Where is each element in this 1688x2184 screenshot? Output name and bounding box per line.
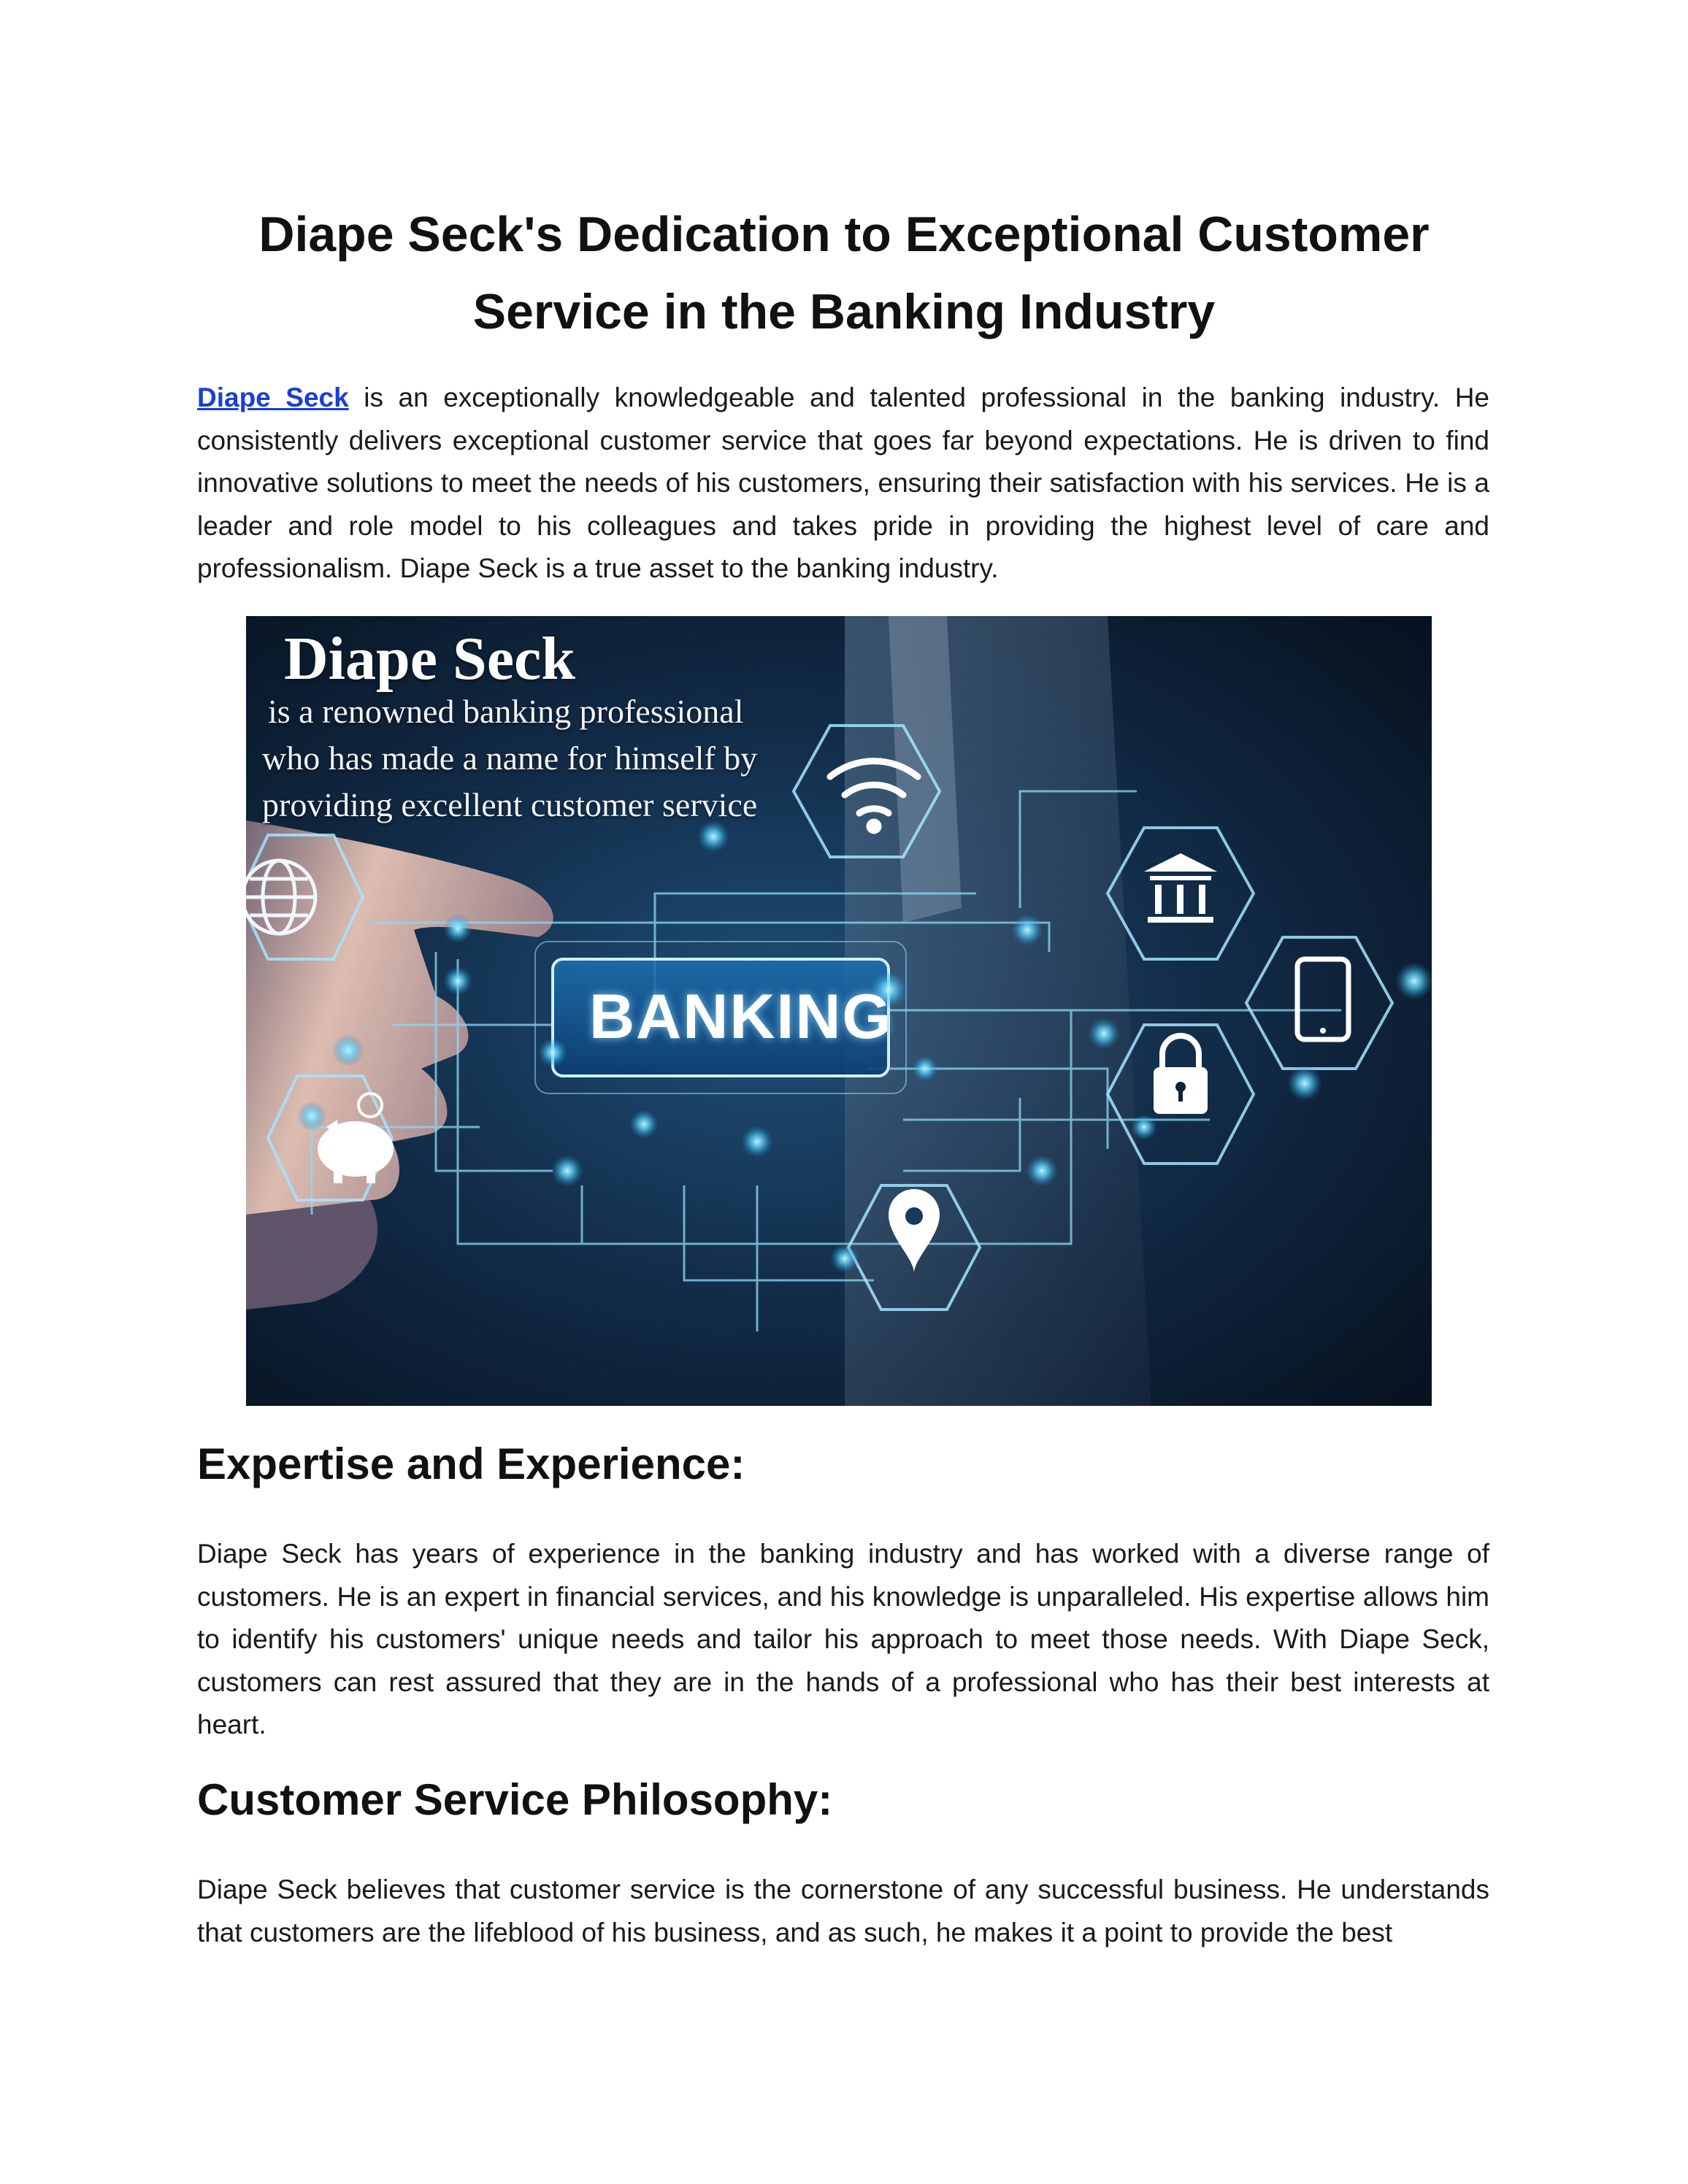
title-line-2: Service in the Banking Industry bbox=[472, 284, 1216, 339]
section-heading-expertise: Expertise and Experience: bbox=[197, 1439, 745, 1488]
title-line-1: Diape Seck's Dedication to Exceptional Customer bbox=[258, 207, 1430, 262]
hero-line-1: is a renowned banking professional bbox=[268, 693, 744, 730]
intro-paragraph bbox=[197, 377, 1489, 591]
section-heading-philosophy: Customer Service Philosophy: bbox=[197, 1775, 833, 1824]
hero-image bbox=[246, 616, 1432, 1406]
intro-text: is an exceptionally knowledgeable and talented professional in the banking industry. He consistently delivers exceptional customer service that goes far beyond expectations. He is driven to find innovative solutions to meet the needs of his customers, ensuring their satisfaction with his services. He is a leader and role model to his colleagues and takes pride in providing the highest level of care and professionalism. Diape Seck is a true asset to the banking industry. bbox=[197, 382, 1489, 583]
page-title bbox=[197, 196, 1491, 350]
banking-label: BANKING bbox=[589, 982, 893, 1052]
hero-line-3: providing excellent customer service bbox=[262, 786, 758, 823]
diape-seck-link[interactable]: Diape Seck bbox=[197, 382, 349, 412]
philosophy-paragraph: Diape Seck believes that customer service is the cornerstone of any successful business. He understands that customers are the lifeblood of his business, and as such, he makes it a point to provide the best bbox=[197, 1875, 1489, 1947]
hero-overlay bbox=[246, 616, 1432, 1406]
hero-line-2: who has made a name for himself by bbox=[262, 739, 758, 777]
expertise-paragraph: Diape Seck has years of experience in the banking industry and has worked with a diverse range of customers. He is an expert in financial services, and his knowledge is unparalleled. His expertise allows him to identify his customers' unique needs and tailor his approach to meet those needs. With Diape Seck, customers can rest assured that they are in the hands of a professional who has their best interests at heart. bbox=[197, 1539, 1489, 1739]
hero-name: Diape Seck bbox=[284, 625, 575, 693]
